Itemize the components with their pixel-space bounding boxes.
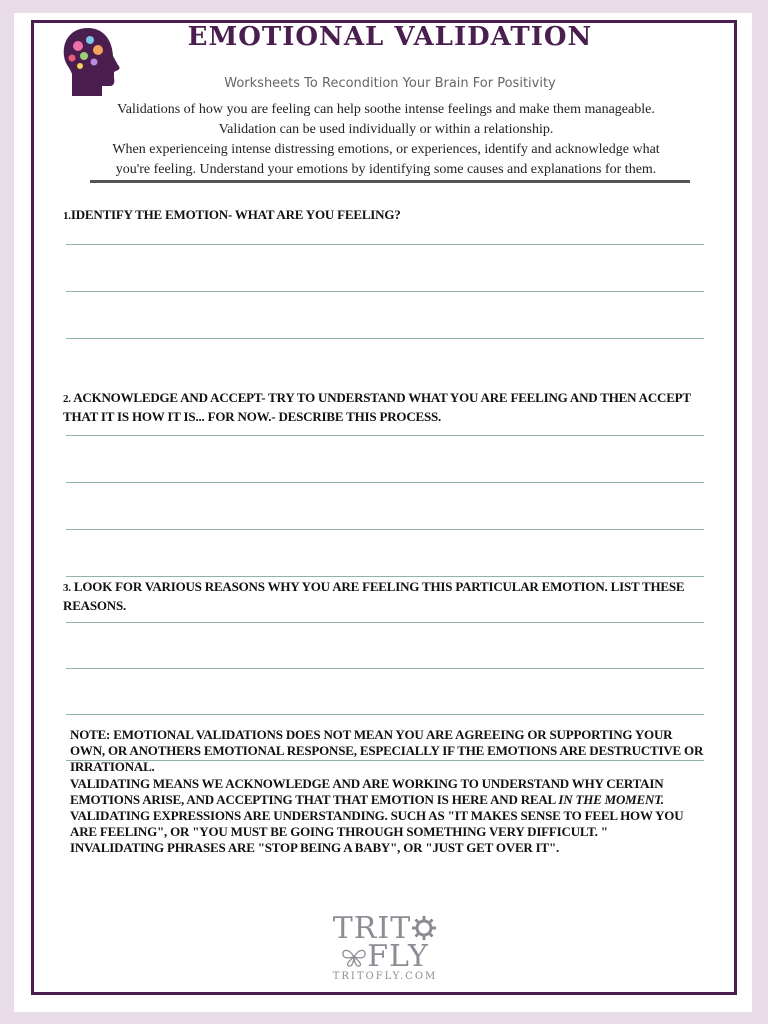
answer-line[interactable]	[66, 668, 704, 669]
gear-icon	[411, 915, 437, 941]
tritofly-logo	[300, 911, 470, 995]
brand-line-2: FLY	[300, 943, 470, 971]
intro-line: Validation can be used individually or within a relationship.	[218, 122, 554, 137]
intro-line: Validations of how you are feeling can help soothe intense feelings and make them manageable.	[117, 102, 655, 117]
brand-url: TRITOFLY.COM	[332, 971, 438, 982]
question-number: 3.	[63, 582, 71, 594]
intro-text	[66, 100, 706, 180]
question-text: IDENTIFY THE EMOTION- WHAT ARE YOU FEELING?	[70, 207, 401, 222]
note-paragraph	[70, 776, 710, 808]
note-paragraph: INVALIDATING PHRASES ARE "STOP BEING A BABY", OR "JUST GET OVER IT".	[70, 840, 560, 856]
question-number: 2.	[63, 393, 71, 405]
answer-line[interactable]	[66, 576, 704, 577]
butterfly-icon	[341, 946, 367, 968]
answer-line[interactable]	[66, 291, 704, 292]
question-text: LOOK FOR VARIOUS REASONS WHY YOU ARE FEELING THIS PARTICULAR EMOTION. LIST THESE REASONS.	[63, 579, 685, 613]
answer-line[interactable]	[66, 482, 704, 483]
question-2	[63, 389, 713, 425]
page-title: EMOTIONAL VALIDATION	[187, 22, 593, 52]
brain-head-icon	[58, 26, 122, 98]
note-paragraph: NOTE: EMOTIONAL VALIDATIONS DOES NOT MEAN YOU ARE AGREEING OR SUPPORTING YOUR OWN, OR ANOTHERS EMOTIONAL RESPONSE, ESPECIALLY IF THE EMOTIONS ARE DESTRUCTIVE OR IRRATIONAL.	[70, 727, 704, 775]
answer-line[interactable]	[66, 435, 704, 436]
question-1	[63, 206, 713, 225]
brand-line-1: TRIT	[300, 915, 470, 943]
intro-divider	[90, 180, 690, 183]
note-paragraph: VALIDATING EXPRESSIONS ARE UNDERSTANDING. SUCH AS "IT MAKES SENSE TO FEEL HOW YOU ARE FEELING", OR "YOU MUST BE GOING THROUGH SOMETHING VERY DIFFICULT. "	[70, 808, 684, 840]
intro-line: When experienceing intense distressing emotions, or experiences, identify and acknowledge what	[112, 142, 660, 157]
answer-line[interactable]	[66, 244, 704, 245]
intro-line: you're feeling. Understand your emotions by identifying some causes and explanations for them.	[115, 162, 657, 177]
question-text: ACKNOWLEDGE AND ACCEPT- TRY TO UNDERSTAND WHAT YOU ARE FEELING AND THEN ACCEPT THAT IT IS HOW IT IS... FOR NOW.- DESCRIBE THIS PROCESS.	[63, 390, 691, 424]
note-block	[70, 727, 710, 857]
answer-line[interactable]	[66, 622, 704, 623]
question-3	[63, 578, 713, 614]
note-emphasis: IN THE MOMENT.	[558, 791, 664, 807]
page-subtitle: Worksheets To Recondition Your Brain For Positivity	[224, 76, 556, 91]
answer-line[interactable]	[66, 714, 704, 715]
note-text: VALIDATING MEANS WE ACKNOWLEDGE AND ARE WORKING TO UNDERSTAND WHY CERTAIN EMOTIONS ARISE, AND ACCEPTING THAT THAT EMOTION IS HERE AND REAL	[70, 775, 664, 807]
answer-line[interactable]	[66, 529, 704, 530]
question-number: 1.	[63, 210, 71, 222]
answer-line[interactable]	[66, 338, 704, 339]
